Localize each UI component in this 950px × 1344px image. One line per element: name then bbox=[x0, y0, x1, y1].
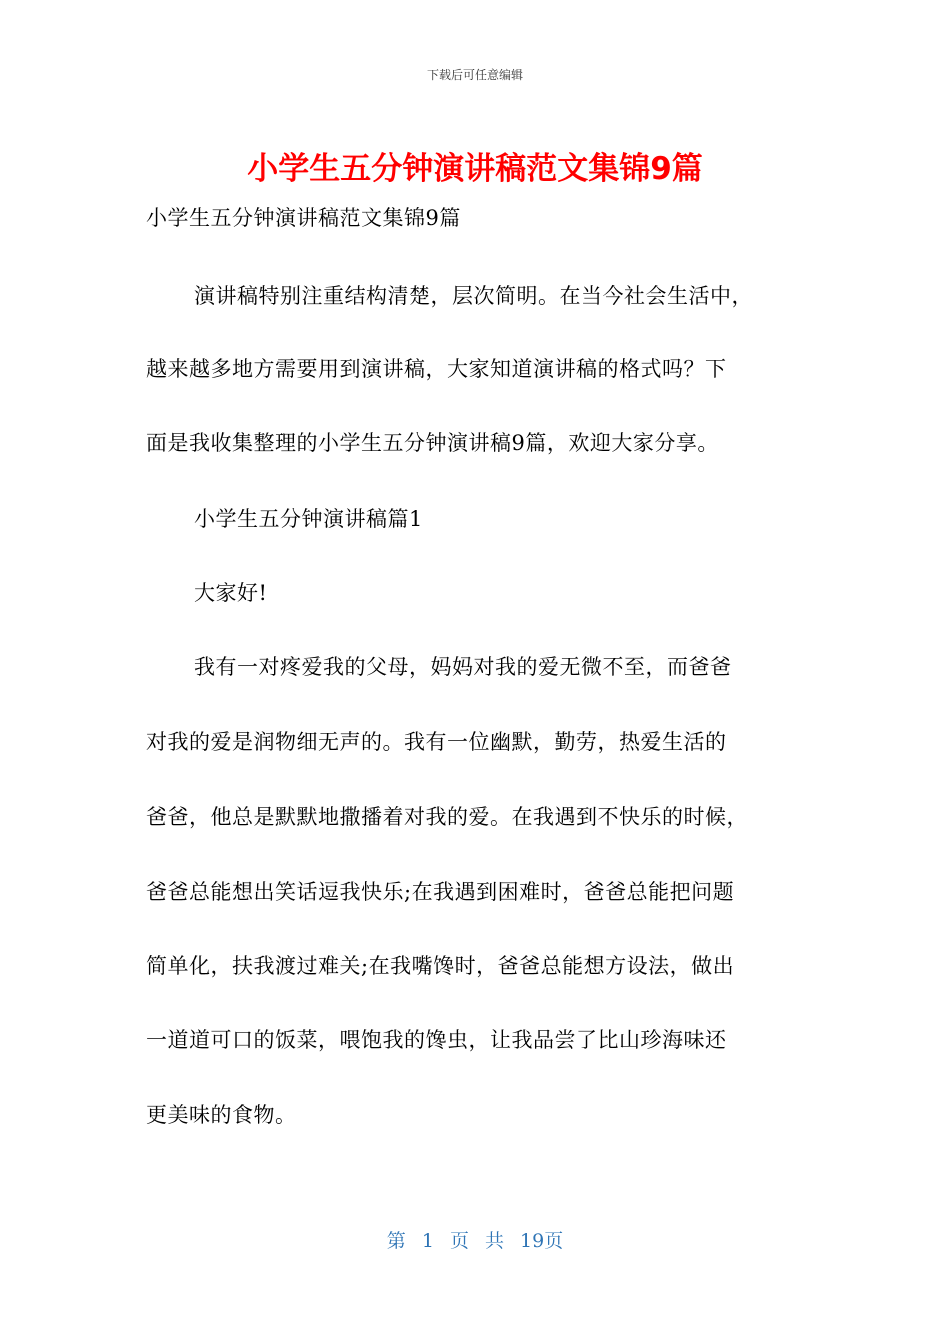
paragraph-line: 更美味的食物。 bbox=[146, 1103, 297, 1127]
document-title: 小学生五分钟演讲稿范文集锦9篇 bbox=[247, 151, 703, 187]
section-heading: 小学生五分钟演讲稿篇1 bbox=[194, 507, 423, 531]
paragraph-line: 简单化，扶我渡过难关;在我嘴馋时，爸爸总能想方设法，做出 bbox=[146, 954, 735, 978]
paragraph-line: 对我的爱是润物细无声的。我有一位幽默，勤劳，热爱生活的 bbox=[146, 730, 727, 754]
paragraph-line: 爸爸总能想出笑话逗我快乐;在我遇到困难时，爸爸总能把问题 bbox=[146, 880, 735, 904]
paragraph-line: 我有一对疼爱我的父母，妈妈对我的爱无微不至，而爸爸 bbox=[194, 655, 732, 679]
paragraph-line: 演讲稿特别注重结构清楚，层次简明。在当今社会生活中， bbox=[194, 284, 753, 308]
paragraph-line: 面是我收集整理的小学生五分钟演讲稿9篇，欢迎大家分享。 bbox=[146, 431, 719, 455]
page-number-footer: 第 1 页 共 19页 bbox=[386, 1230, 564, 1252]
paragraph-line: 越来越多地方需要用到演讲稿，大家知道演讲稿的格式吗？下 bbox=[146, 357, 727, 381]
header-note: 下载后可任意编辑 bbox=[426, 68, 523, 82]
paragraph-line: 一道道可口的饭菜，喂饱我的馋虫，让我品尝了比山珍海味还 bbox=[146, 1028, 727, 1052]
subtitle-line: 小学生五分钟演讲稿范文集锦9篇 bbox=[146, 206, 461, 230]
greeting-line: 大家好! bbox=[194, 581, 268, 605]
paragraph-line: 爸爸，他总是默默地撒播着对我的爱。在我遇到不快乐的时候， bbox=[146, 805, 748, 829]
